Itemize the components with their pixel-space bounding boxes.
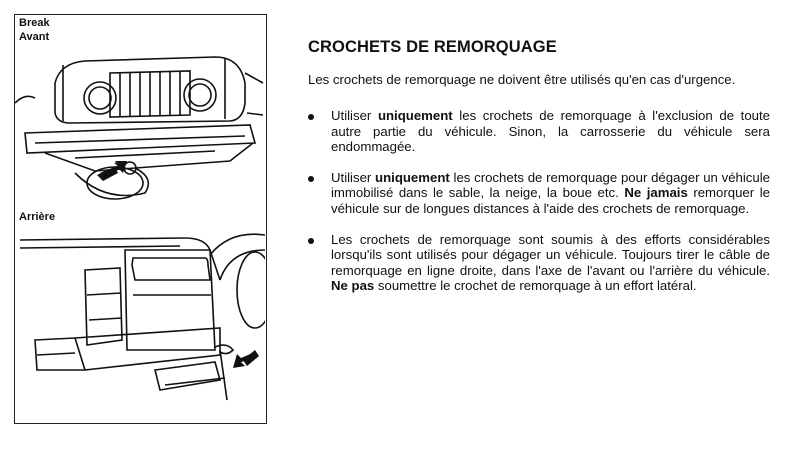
figure-label-front: Avant — [19, 31, 50, 43]
bullet-dot-icon — [308, 238, 314, 244]
bullet-text: les crochets de remorquage à l'exclusion de toute autre partie du véhicule. Sinon, la carrosserie du véhicule sera endommagée. — [331, 108, 770, 155]
bullet-text: Les crochets de remorquage sont soumis à des efforts considérables lorsqu'ils sont utilisés pour dégager un véhicule. Toujours tirer le câble de remorquage en ligne droite, dans l'axe de l'avant ou l'arrière du véhicule. — [331, 231, 770, 278]
bullet-item — [308, 108, 770, 155]
bullet-text: soumettre le crochet de remorquage à un effort latéral. — [374, 278, 697, 294]
bullet-text: remorquer le véhicule sur de longues distances à l'aide des crochets de remorquage. — [331, 185, 770, 216]
bullet-emphasis: Ne pas — [331, 278, 375, 294]
rear-tow-hook-illustration — [15, 220, 265, 420]
bullet-emphasis: uniquement — [375, 169, 450, 185]
figure-label-rear: Arrière — [19, 211, 56, 223]
bullet-list — [308, 108, 770, 309]
bullet-emphasis: uniquement — [377, 108, 453, 123]
bullet-dot-icon — [308, 114, 314, 120]
bullet-text: Utiliser — [331, 108, 378, 123]
bullet-item — [308, 170, 770, 217]
bullet-text: Utiliser — [331, 169, 376, 185]
bullet-text: les crochets de remorquage pour dégager un véhicule immobilisé dans le sable, la neige, la boue etc. — [331, 169, 770, 201]
front-tow-hook-illustration — [15, 43, 265, 208]
figure-label-break: Break — [19, 17, 50, 29]
intro-paragraph: Les crochets de remorquage ne doivent être utilisés qu'en cas d'urgence. — [308, 72, 736, 87]
section-title: CROCHETS DE REMORQUAGE — [308, 38, 557, 56]
illustration-panel — [14, 14, 267, 424]
bullet-emphasis: Ne jamais — [624, 185, 688, 201]
bullet-item — [308, 232, 770, 294]
bullet-dot-icon — [308, 176, 314, 182]
